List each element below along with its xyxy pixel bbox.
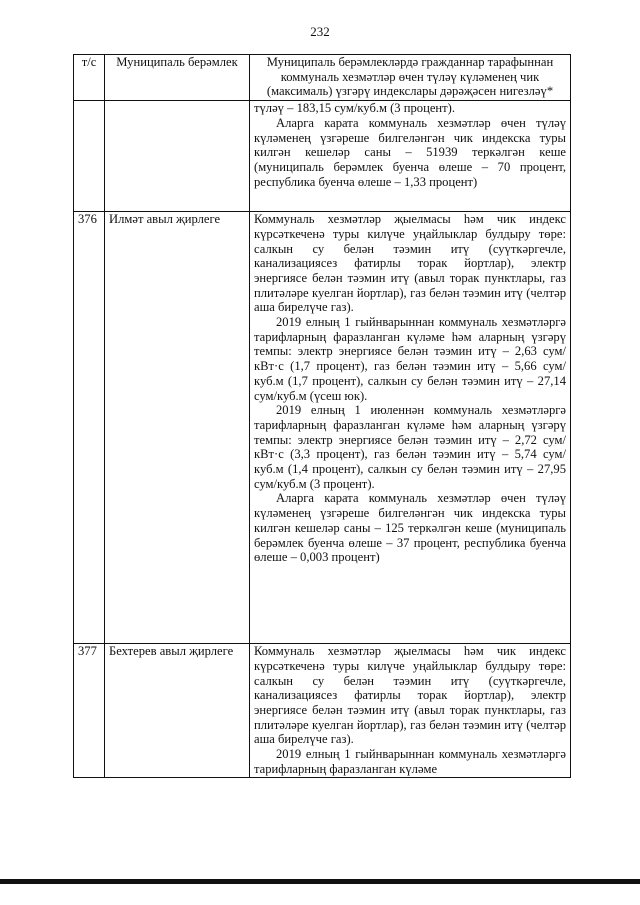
- paragraph: 2019 елның 1 июленнән коммуналь хезмәтләргә тарифларның фаразланган күләме һәм аларның үзгәрү темпы: электр энергиясе белән тәэмин итү – 2,72 сум/кВт·с (3,3 процент), газ белән тәэмин итү – 5,74 сум/куб.м (1,4 процент), салкын су белән тәэмин итү – 27,95 сум/куб.м (3 процент).: [254, 403, 566, 491]
- paragraph: Коммуналь хезмәтләр җыелмасы һәм чик индекс күрсәткеченә туры килүче уңайлыклар булдыру төре: салкын су белән тәэмин итү (суүткәргечле, канализациясез фатирлы торак йортлар), электр энергиясе белән тәэмин итү (авыл торак пунктлары, газ плитәләре куелган йортлар), газ белән тәэмин итү (челтәр аша бирелүче газ).: [254, 644, 566, 747]
- table-row: [74, 644, 571, 778]
- row-municipality: Илмәт авыл җирлеге: [105, 212, 250, 644]
- table-header-row: [74, 55, 571, 101]
- row-description: [250, 644, 571, 778]
- row-index: 377: [74, 644, 105, 778]
- tariff-table: [73, 54, 571, 778]
- paragraph: 2019 елның 1 гыйнварыннан коммуналь хезмәтләргә тарифларның фаразланган күләме: [254, 747, 566, 776]
- paragraph: Аларга карата коммуналь хезмәтләр өчен түләү күләменең үзгәреше билгеләнгән чик индекска туры килгән кешеләр саны – 51939 теркәлгән кеше (муниципаль берәмлек буенча өлеше – 70 процент, республика буенча өлеше – 1,33 процент): [254, 115, 566, 189]
- row-description: [250, 101, 571, 212]
- table-row: [74, 101, 571, 212]
- header-municipality: Муниципаль берәмлек: [105, 55, 250, 101]
- paragraph: түләү – 183,15 сум/куб.м (3 процент).: [254, 101, 456, 116]
- row-index: 376: [74, 212, 105, 644]
- header-index: т/с: [74, 55, 105, 101]
- table-row: [74, 212, 571, 644]
- header-description: Муниципаль берәмлекләрдә гражданнар тарафыннан коммуналь хезмәтләр өчен түләү күләменең чик (максималь) үзгәрү индекслары дәрәҗәсен нигезләү*: [250, 55, 571, 101]
- row-description: [250, 212, 571, 644]
- row-index: [74, 101, 105, 212]
- row-municipality: Бехтерев авыл җирлеге: [105, 644, 250, 778]
- page-number: 232: [310, 24, 330, 39]
- paragraph: Коммуналь хезмәтләр җыелмасы һәм чик индекс күрсәткеченә туры килүче уңайлыклар булдыру төре: салкын су белән тәэмин итү (суүткәргечле, канализациясез фатирлы торак йортлар), электр энергиясе белән тәэмин итү (авыл торак пунктлары, газ плитәләре куелган йортлар), газ белән тәэмин итү (челтәр аша бирелүче газ).: [254, 212, 566, 315]
- row-municipality: [105, 101, 250, 212]
- scan-bottom-edge: [0, 879, 640, 884]
- paragraph: 2019 елның 1 гыйнварыннан коммуналь хезмәтләргә тарифларның фаразланган күләме һәм аларның үзгәрү темпы: электр энергиясе белән тәэмин итү – 2,63 сум/кВт·с (1,7 процент), газ белән тәэмин итү – 5,66 сум/куб.м (1,7 процент), салкын су белән тәэмин итү – 27,14 сум/куб.м (үсеш юк).: [254, 315, 566, 403]
- paragraph: Аларга карата коммуналь хезмәтләр өчен түләү күләменең үзгәреше билгеләнгән чик индекска туры килгән кешеләр саны – 125 теркәлгән кеше (муниципаль берәмлек буенча өлеше – 37 процент, республика буенча өлеше – 0,003 процент): [254, 491, 566, 565]
